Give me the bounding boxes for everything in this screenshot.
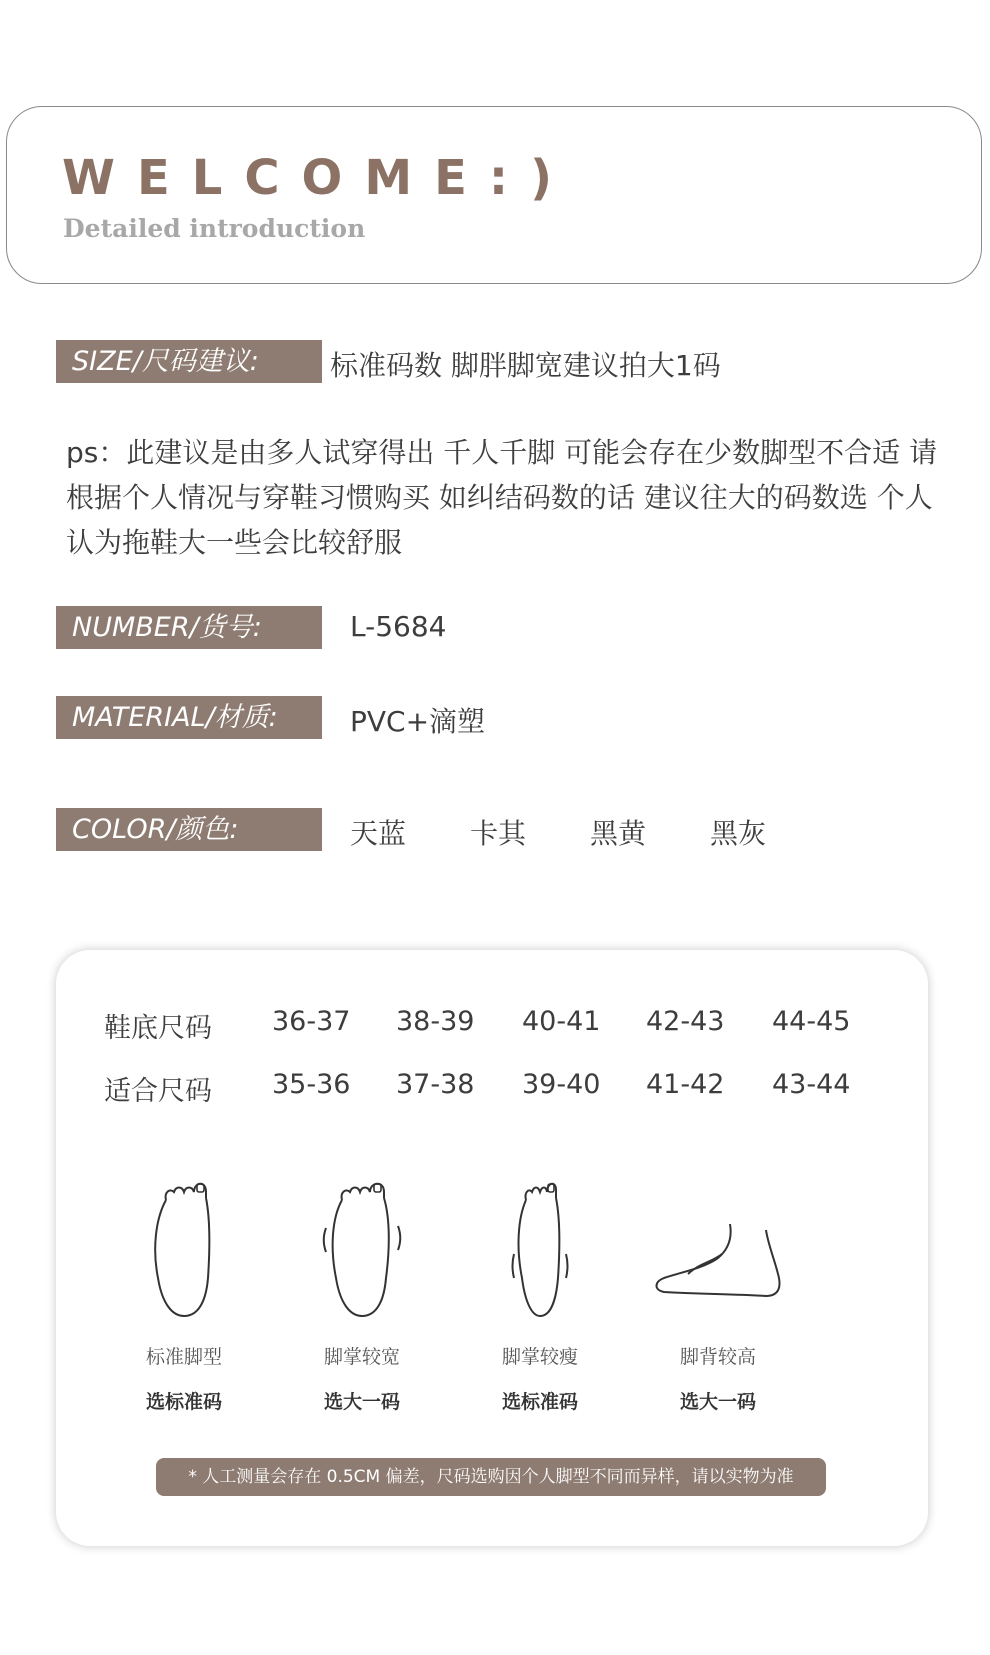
number-label: NUMBER/货号:	[56, 606, 322, 649]
size-cell: 44-45	[772, 1006, 851, 1037]
high-instep-foot-icon	[648, 1178, 788, 1320]
size-cell: 41-42	[646, 1069, 725, 1100]
foot-type-label: 脚掌较宽	[323, 1346, 400, 1368]
color-option: 卡其	[470, 817, 527, 850]
foot-advice-label: 选大一码	[679, 1391, 756, 1413]
number-value: L-5684	[350, 610, 447, 643]
size-ps-note: ps：此建议是由多人试穿得出 千人千脚 可能会存在少数脚型不合适 请根据个人情况与穿鞋习惯购买 如纠结码数的话 建议往大的码数选 个人认为拖鞋大一些会比较舒服	[66, 436, 938, 559]
row-label: 适合尺码	[104, 1076, 212, 1107]
welcome-title: WELCOME:)	[62, 150, 575, 206]
size-cell: 40-41	[522, 1006, 601, 1037]
foot-type-label: 标准脚型	[145, 1346, 222, 1368]
foot-advice-label: 选大一码	[323, 1391, 400, 1413]
color-option: 黑灰	[710, 817, 767, 850]
color-option: 黑黄	[590, 817, 647, 850]
foot-type-label: 脚背较高	[679, 1346, 756, 1368]
foot-advice-label: 选标准码	[501, 1391, 578, 1413]
foot-type-narrow	[470, 1178, 610, 1414]
size-cell: 38-39	[396, 1006, 475, 1037]
standard-foot-icon	[144, 1178, 224, 1320]
foot-advice-label: 选标准码	[145, 1391, 222, 1413]
size-cell: 39-40	[522, 1069, 601, 1100]
foot-type-high-instep	[648, 1178, 788, 1414]
measurement-note: * 人工测量会存在 0.5CM 偏差，尺码选购因个人脚型不同而异样，请以实物为准	[156, 1458, 826, 1496]
row-label: 鞋底尺码	[104, 1013, 212, 1044]
narrow-foot-icon	[500, 1178, 580, 1320]
size-cell: 35-36	[272, 1069, 351, 1100]
material-label: MATERIAL/材质:	[56, 696, 322, 739]
foot-type-standard	[114, 1178, 254, 1414]
color-label: COLOR/颜色:	[56, 808, 322, 851]
size-cell: 42-43	[646, 1006, 725, 1037]
foot-type-label: 脚掌较瘦	[501, 1346, 578, 1368]
size-chart-card	[56, 950, 928, 1546]
material-value: PVC+滴塑	[350, 705, 486, 738]
size-value: 标准码数 脚胖脚宽建议拍大1码	[330, 349, 721, 382]
foot-type-wide	[292, 1178, 432, 1414]
color-option: 天蓝	[350, 817, 407, 850]
size-cell: 43-44	[772, 1069, 851, 1100]
size-cell: 36-37	[272, 1006, 351, 1037]
size-label: SIZE/尺码建议:	[56, 340, 322, 383]
wide-foot-icon	[322, 1178, 402, 1320]
size-cell: 37-38	[396, 1069, 475, 1100]
subtitle: Detailed introduction	[63, 214, 366, 243]
